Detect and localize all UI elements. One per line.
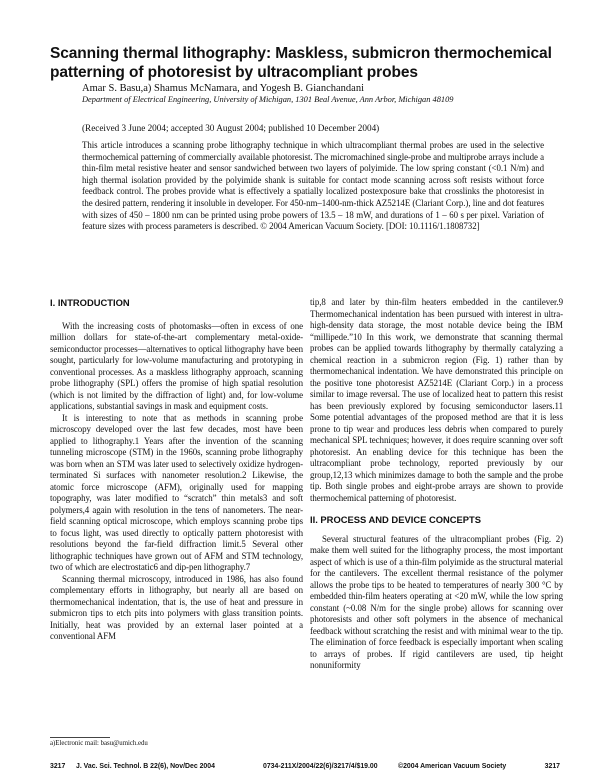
paragraph: Scanning thermal microscopy, introduced in 1986, has also found complementary efforts in lithography, but nearly all are based on thermomechanical indentation, that is, the use of heat and pressure in submicron tips to etch pits into polymers with glass transition points. Initially, heat was provided by an external laser pointed at a conventional AFM: [50, 573, 303, 641]
received-dates: (Received 3 June 2004; accepted 30 August 2004; published 10 December 2004): [82, 123, 380, 133]
paragraph-continued: tip,8 and later by thin-film heaters embedded in the cantilever.9 Thermomechanical indentation has been pursued with interest in ultra-high-density data storage, the most notable device being the IBM “millipede.”10 In this work, we demonstrate that scanning thermal probes can be applied towards lithography by thermally catalyzing a chemical reaction in a submicron region (Fig. 1) rather than by thermomechanical indentation. We have demonstrated this principle on the positive tone photoresist AZ5214E (Clariant Corp.) in a process similar to image reversal. The use of localized heat to pattern this resist has been previously explored by focusing semiconductor lasers.11 Some potential advantages of the proposed method are that it is less prone to tip wear and produces less debris when compared to purely mechanical SPL techniques; however, it does require scanning over soft photoresist. An enabling device for this technique has been the ultracompliant probe technology, reported previously by our group,12,13 which minimizes damage to both the sample and the probe tip. Both single probes and eight-probe arrays are shown to provide thermochemical patterning of photoresist.: [310, 297, 563, 503]
author-list: Amar S. Basu,a) Shamus McNamara, and Yogesh B. Gianchandani: [82, 83, 364, 94]
footnote: a)Electronic mail: basu@umich.edu: [50, 740, 148, 747]
paper-title: Scanning thermal lithography: Maskless, submicron thermochemical patterning of photoresist by ultracompliant probes: [50, 45, 552, 81]
right-column: [310, 297, 563, 672]
paragraph: With the increasing costs of photomasks—often in excess of one million dollars for state-of-the-art complementary metal-oxide-semiconductor processes—alternatives to optical lithography have been sought, particularly for low-volume manufacturing and prototyping in conventional processes. As a maskless lithography approach, scanning probe lithography (SPL) offers the promise of high spatial resolution (which is not limited by the diffraction of light) and, for low-volume applications, substantial savings in mask and equipment costs.: [50, 320, 303, 411]
journal-citation: J. Vac. Sci. Technol. B 22(6), Nov/Dec 2004: [76, 763, 215, 770]
abstract: This article introduces a scanning probe lithography technique in which ultracompliant thermal probes are used in the selective thermochemical patterning of commercially available photoresist. The micromachined single-probe and multiprobe arrays include a thin-film metal resistive heater and sensor sandwiched between two layers of polyimide. The low spring constant (<0.1 N/m) and high thermal isolation provided by the polyimide shank is suitable for contact mode scanning across soft resists without force feedback control. The probes provide what is effectively a spatially localized postexposure bake that crosslinks the photoresist in the desired pattern, rendering it insoluble in developer. For 450-nm–1400-nm-thick AZ5214E (Clariant Corp.), line and dot features with sizes of 450 – 1800 nm can be printed using probe powers of 13.5 – 18 mW, and durations of 1 – 60 s per pixel. Variation of feature sizes with process parameters is described. © 2004 American Vacuum Society. [DOI: 10.1116/1.1808732]: [82, 140, 544, 232]
article-code: 0734-211X/2004/22(6)/3217/4/$19.00: [263, 763, 378, 770]
paragraph: Several structural features of the ultracompliant probes (Fig. 2) make them well suited for the lithography process, the most important aspect of which is use of a thin-film polyimide as the structural material for the cantilevers. The excellent thermal resistance of the polymer allows the probe tips to be heated to temperatures of nearly 300 °C by embedded thin-film heaters operating at <20 mW, while the low spring constant (~0.08 N/m for the single probe) allows for scanning over photoresists and other soft polymers in the absence of mechanical feedback without scratching the resist and with minimal wear to the tip. The elimination of force feedback is especially important when scaling to arrays of probes. If rigid cantilevers are used, tip height nonuniformity: [310, 533, 563, 670]
affiliation: Department of Electrical Engineering, University of Michigan, 1301 Beal Avenue, Ann Arbor, Michigan 48109: [82, 95, 454, 104]
page-footer: [50, 763, 560, 773]
page-number-right: 3217: [544, 763, 560, 770]
footnote-rule: [50, 737, 110, 738]
paragraph: It is interesting to note that as methods in scanning probe microscopy developed over the last few decades, most have been applied to lithography.1 Years after the invention of the scanning tunneling microscope (STM) in the 1960s, scanning probe lithography was born when an STM was later used to selectively oxidize hydrogen-terminated Si surfaces with nanometer resolution.2 Likewise, the atomic force microscope (AFM), originally used for mapping topography, was later modified to “scratch” thin metals3 and soft polymers,4 again with resolution in the tens of nanometers. The near-field scanning optical microscope, which employs scanning probe tips to focus light, was used directly to optically pattern photoresist with resolutions beyond the far-field diffraction limit.5 Several other lithographic techniques have grown out of AFM and STM technology, two of which are electrostatic6 and dip-pen lithography.7: [50, 412, 303, 572]
page-number-left: 3217: [50, 763, 66, 770]
copyright-notice: ©2004 American Vacuum Society: [398, 763, 507, 770]
section-heading-process: II. PROCESS AND DEVICE CONCEPTS: [310, 514, 482, 525]
left-column: [50, 297, 303, 643]
section-heading-introduction: I. INTRODUCTION: [50, 297, 130, 308]
